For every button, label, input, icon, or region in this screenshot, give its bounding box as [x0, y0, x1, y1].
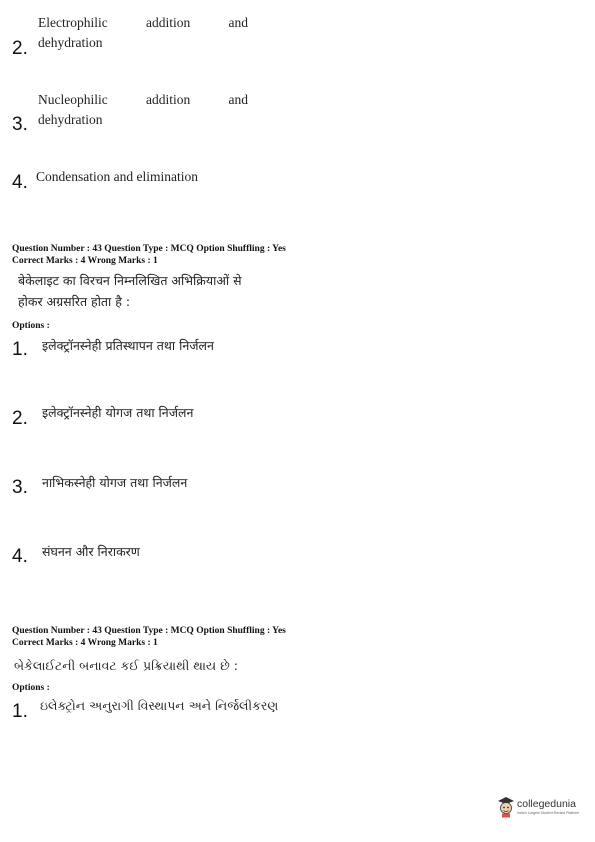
- hindi-option-4-text: संघनन और निराकरण: [42, 544, 140, 559]
- option-3-line2: dehydration: [38, 112, 103, 127]
- option-2-word1: Electrophilic: [38, 15, 108, 30]
- question-text-line1: बेकेलाइट का विरचन निम्नलिखित अभिक्रियाओं से: [18, 273, 242, 288]
- options-label-hindi: Options :: [12, 321, 50, 331]
- hindi-option-1-number: 1.: [12, 339, 28, 360]
- question-meta-line1: Question Number : 43 Question Type : MCQ Option Shuffling : Yes: [12, 244, 286, 254]
- option-3-text: [38, 90, 248, 130]
- question-meta-gu-line1: Question Number : 43 Question Type : MCQ Option Shuffling : Yes: [12, 626, 286, 636]
- option-2-text: [38, 13, 248, 53]
- option-2-number: 2.: [12, 38, 28, 59]
- question-meta-hindi: [12, 243, 286, 267]
- option-3-word2: addition: [145, 92, 191, 107]
- hindi-option-3-text: नाभिकस्नेही योगज तथा निर्जलन: [42, 475, 188, 490]
- option-3-word1: Nucleophilic: [38, 92, 108, 107]
- option-2-line2: dehydration: [38, 35, 103, 50]
- hindi-option-2-number: 2.: [12, 408, 28, 429]
- question-meta-gujarati: [12, 625, 286, 649]
- hindi-option-4-number: 4.: [12, 546, 28, 567]
- collegedunia-logo: [497, 794, 587, 824]
- question-text-gujarati: બેકેલાઈટની બનાવટ કઈ પ્રક્રિયાથી થાય છે :: [14, 658, 238, 673]
- question-text-hindi: [18, 270, 242, 312]
- hindi-option-3-number: 3.: [12, 477, 28, 498]
- option-4-number: 4.: [12, 172, 28, 193]
- logo-name: collegedunia: [517, 798, 576, 810]
- question-text-line2: होकर अग्रसरित होता है :: [18, 294, 131, 309]
- gujarati-option-1-number: 1.: [12, 701, 28, 722]
- question-meta-line2: Correct Marks : 4 Wrong Marks : 1: [12, 256, 158, 266]
- hindi-option-2-text: इलेक्ट्रॉनस्नेही योगज तथा निर्जलन: [42, 405, 194, 420]
- graduate-mascot-icon: [497, 796, 515, 818]
- option-2-word2: addition: [145, 15, 191, 30]
- options-label-gujarati: Options :: [12, 683, 50, 693]
- option-2-word3: and: [228, 15, 248, 30]
- hindi-option-1-text: इलेक्ट्रॉनस्नेही प्रतिस्थापन तथा निर्जलन: [42, 338, 214, 353]
- option-3-number: 3.: [12, 114, 28, 135]
- option-4-text: Condensation and elimination: [36, 169, 198, 184]
- option-3-word3: and: [228, 92, 248, 107]
- question-meta-gu-line2: Correct Marks : 4 Wrong Marks : 1: [12, 638, 158, 648]
- logo-tagline: India's Largest Student Review Platform: [517, 811, 580, 815]
- gujarati-option-1-text: ઇલેક્ટ્રોન અનુરાગી વિસ્થાપન અને નિર્જલીકરણ: [40, 698, 279, 713]
